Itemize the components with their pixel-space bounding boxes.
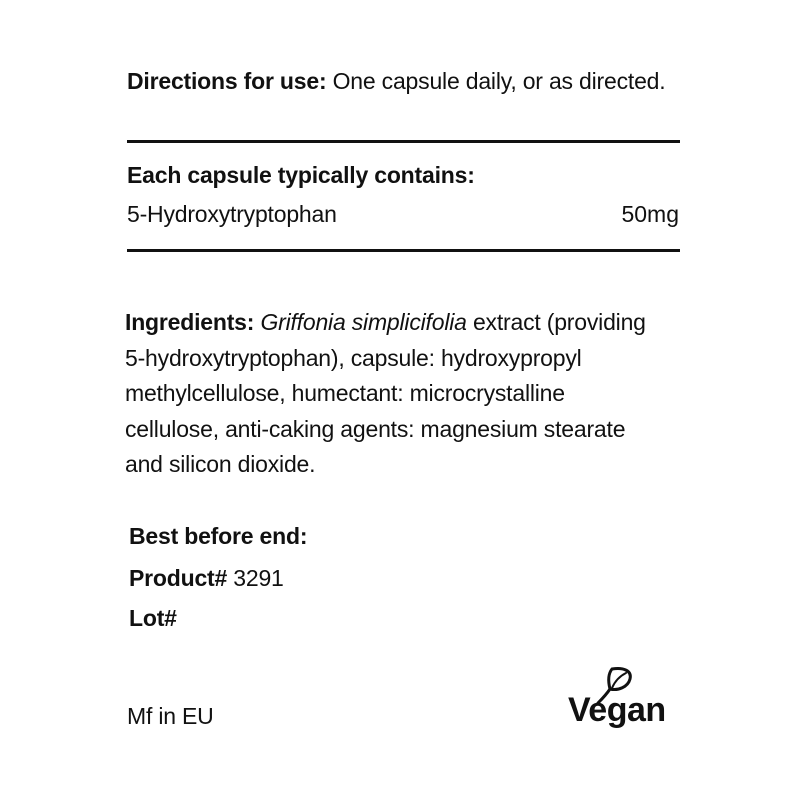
ingredients-line-1-rest: extract (providing bbox=[466, 309, 646, 335]
best-before-label: Best before end: bbox=[129, 523, 308, 549]
contents-item-amount: 50mg bbox=[621, 201, 679, 227]
directions-text: One capsule daily, or as directed. bbox=[326, 68, 666, 94]
ingredients-line-4: cellulose, anti-caking agents: magnesium stearate bbox=[125, 415, 626, 442]
directions-label: Directions for use: bbox=[127, 68, 327, 94]
lot-label: Lot# bbox=[129, 605, 177, 631]
ingredients-species: Griffonia simplicifolia bbox=[260, 309, 467, 335]
product-label: Product# bbox=[129, 565, 228, 591]
ingredients-line-1 bbox=[125, 305, 685, 341]
ingredients-line-5: and silicon dioxide. bbox=[125, 451, 316, 477]
product-number: 3291 bbox=[227, 565, 284, 591]
product-number-line bbox=[129, 564, 284, 592]
divider-top bbox=[127, 140, 680, 143]
origin-text: Mf in EU bbox=[127, 703, 214, 729]
contents-item-name: 5-Hydroxytryptophan bbox=[127, 201, 337, 227]
vegan-logo bbox=[568, 665, 680, 735]
ingredients-paragraph bbox=[125, 305, 685, 483]
ingredients-label: Ingredients: bbox=[125, 309, 255, 335]
ingredients-line-2: 5-hydroxytryptophan), capsule: hydroxypropyl bbox=[125, 344, 582, 371]
ingredients-line-3: methylcellulose, humectant: microcrystalline bbox=[125, 380, 565, 406]
divider-bottom bbox=[127, 249, 680, 252]
directions-line bbox=[127, 67, 665, 95]
contents-heading: Each capsule typically contains: bbox=[127, 162, 475, 188]
vegan-text: Vegan bbox=[568, 691, 666, 729]
